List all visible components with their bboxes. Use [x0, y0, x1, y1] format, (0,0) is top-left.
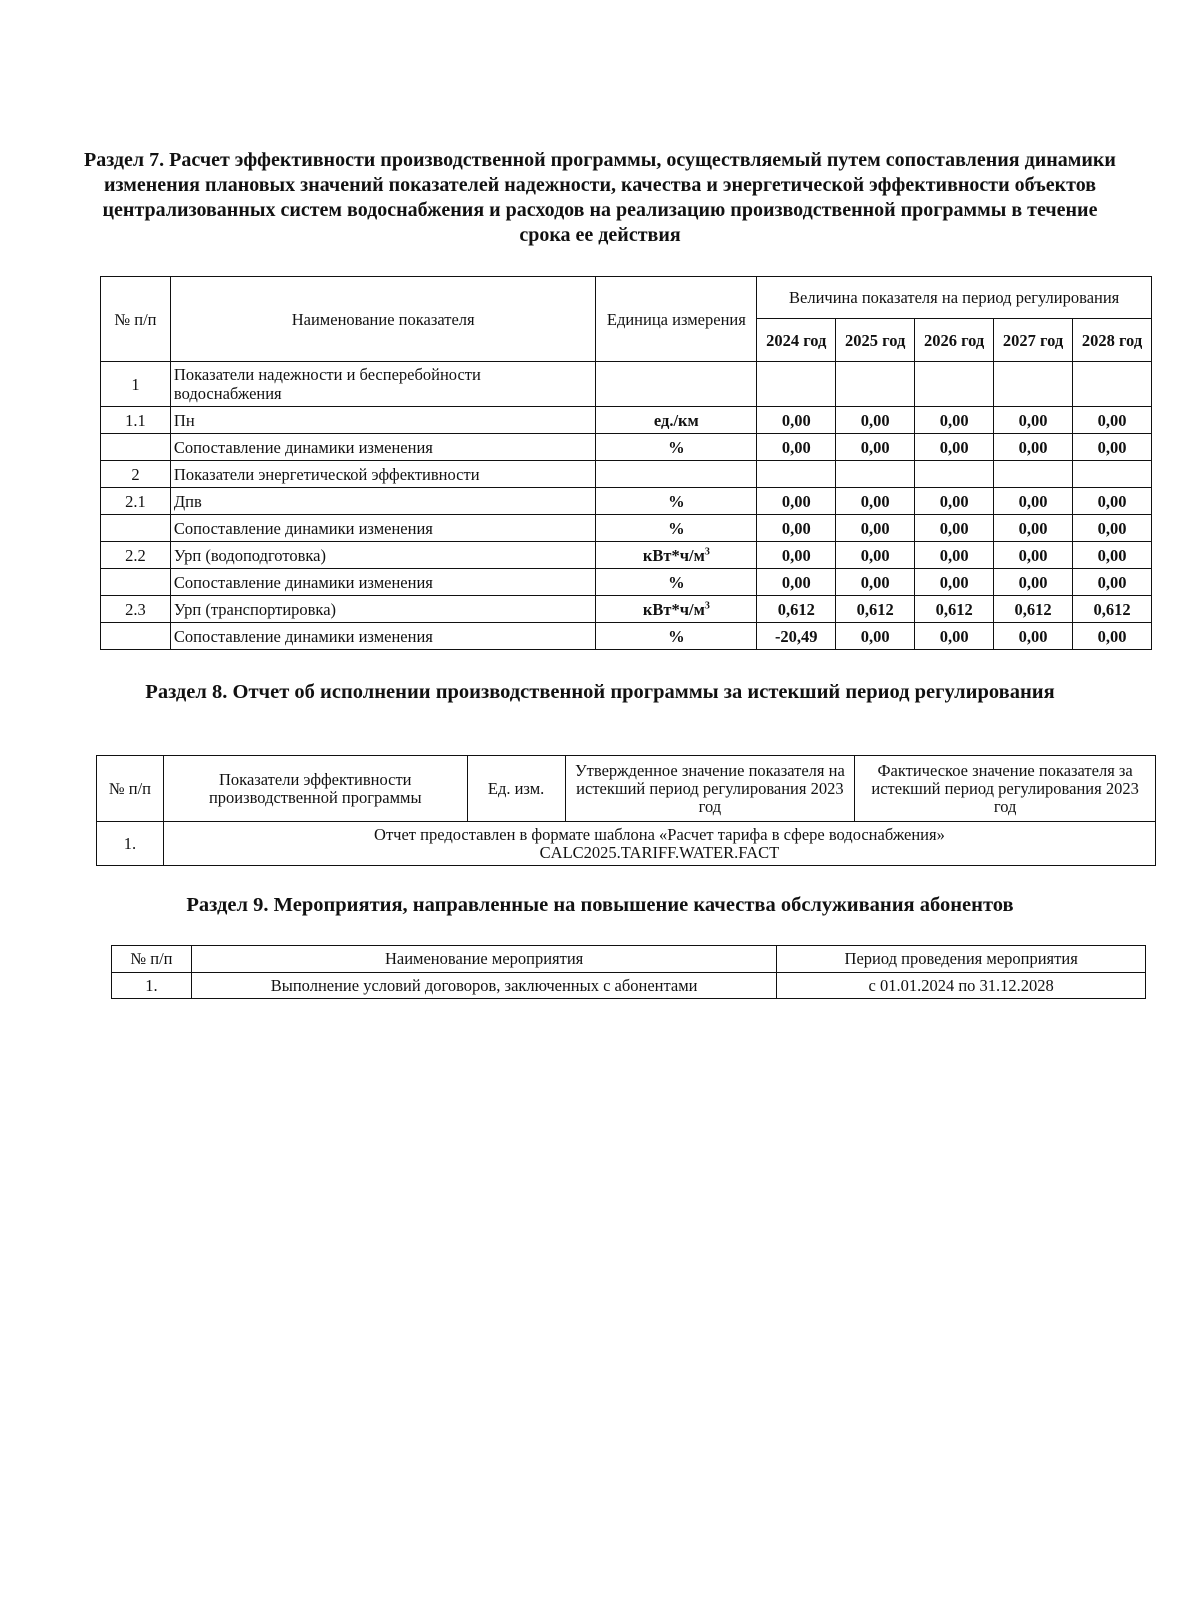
value-cell: 0,612	[915, 596, 994, 623]
value-cell: 0,00	[1073, 488, 1152, 515]
value-cell: 0,00	[1073, 434, 1152, 461]
value-cell: 0,00	[915, 542, 994, 569]
unit	[596, 362, 757, 407]
value-cell: 0,00	[836, 569, 915, 596]
value-cell: 0,00	[994, 542, 1073, 569]
table-row	[101, 569, 1152, 596]
value-cell	[836, 461, 915, 488]
row-num: 1.	[112, 973, 192, 999]
value-cell	[915, 362, 994, 407]
row-num: 1	[101, 362, 171, 407]
row-num	[101, 623, 171, 650]
value-cell: 0,00	[757, 407, 836, 434]
value-cell: 0,00	[757, 515, 836, 542]
value-cell	[757, 362, 836, 407]
unit-text: кВт*ч/м	[642, 599, 705, 619]
value-cell: 0,00	[836, 515, 915, 542]
unit	[596, 569, 757, 596]
value-cell	[1073, 461, 1152, 488]
unit-exponent: 3	[704, 546, 710, 557]
header-unit: Единица измерения	[596, 277, 757, 362]
program-report-table	[96, 755, 1156, 866]
table-row	[101, 362, 1152, 407]
value-cell: 0,00	[1073, 623, 1152, 650]
indicator-name: Сопоставление динамики изменения	[170, 515, 596, 542]
activity-period: с 01.01.2024 по 31.12.2028	[777, 973, 1146, 999]
efficiency-indicators-table	[100, 276, 1152, 650]
table-row	[101, 407, 1152, 434]
header-name: Наименование мероприятия	[191, 946, 776, 973]
indicator-name: Дпв	[170, 488, 596, 515]
header-unit: Ед. изм.	[467, 756, 565, 822]
header-period: Период проведения мероприятия	[777, 946, 1146, 973]
unit	[596, 461, 757, 488]
value-cell: 0,00	[994, 488, 1073, 515]
value-cell: 0,00	[915, 407, 994, 434]
unit-text: %	[668, 437, 685, 457]
value-cell	[1073, 362, 1152, 407]
unit-text: %	[668, 518, 685, 538]
value-cell: 0,00	[915, 434, 994, 461]
table-body	[101, 362, 1152, 650]
value-cell: 0,00	[836, 542, 915, 569]
table-row	[101, 461, 1152, 488]
row-num: 1.	[97, 822, 164, 866]
indicator-name: Урп (водоподготовка)	[170, 542, 596, 569]
header-year: 2024 год	[757, 319, 836, 362]
value-cell: 0,00	[836, 407, 915, 434]
value-cell: 0,00	[836, 434, 915, 461]
unit-text: кВт*ч/м	[642, 545, 705, 565]
value-cell: 0,00	[757, 569, 836, 596]
value-cell: 0,612	[836, 596, 915, 623]
value-cell: 0,00	[836, 488, 915, 515]
indicator-name: Сопоставление динамики изменения	[170, 434, 596, 461]
indicator-name: Показатели энергетической эффективности	[170, 461, 596, 488]
activity-name: Выполнение условий договоров, заключенных с абонентами	[191, 973, 776, 999]
section-7-title: Раздел 7. Расчет эффективности производственной программы, осуществляемый путем сопоставления динамики изменения плановых значений показателей надежности, качества и энергетической эффективности объектов централизованных систем водоснабжения и расходов на реализацию производственной программы в течение срока ее действия	[84, 149, 1116, 246]
header-name: Показатели эффективности производственной программы	[163, 756, 467, 822]
value-cell: 0,00	[994, 623, 1073, 650]
value-cell: 0,00	[994, 515, 1073, 542]
value-cell	[757, 461, 836, 488]
table-row	[101, 434, 1152, 461]
value-cell: -20,49	[757, 623, 836, 650]
value-cell: 0,00	[994, 569, 1073, 596]
header-year: 2028 год	[1073, 319, 1152, 362]
row-num: 2.2	[101, 542, 171, 569]
value-cell: 0,612	[994, 596, 1073, 623]
value-cell: 0,00	[915, 515, 994, 542]
value-cell: 0,00	[836, 623, 915, 650]
unit	[596, 488, 757, 515]
value-cell: 0,00	[915, 569, 994, 596]
value-cell: 0,00	[1073, 569, 1152, 596]
value-cell: 0,00	[757, 488, 836, 515]
table-row	[101, 596, 1152, 623]
value-cell: 0,00	[757, 542, 836, 569]
value-cell: 0,612	[757, 596, 836, 623]
value-cell: 0,612	[1073, 596, 1152, 623]
row-num	[101, 569, 171, 596]
header-actual: Фактическое значение показателя за истекший период регулирования 2023 год	[855, 756, 1156, 822]
value-cell: 0,00	[915, 488, 994, 515]
unit	[596, 596, 757, 623]
row-num: 2.3	[101, 596, 171, 623]
value-cell	[994, 362, 1073, 407]
unit-text: %	[668, 491, 685, 511]
unit	[596, 623, 757, 650]
value-cell	[915, 461, 994, 488]
unit	[596, 407, 757, 434]
value-cell	[836, 362, 915, 407]
report-note: Отчет предоставлен в формате шаблона «Расчет тарифа в сфере водоснабжения» CALC2025.TARIFF.WATER.FACT	[163, 822, 1155, 866]
header-period: Величина показателя на период регулирования	[757, 277, 1152, 319]
header-year: 2026 год	[915, 319, 994, 362]
value-cell: 0,00	[757, 434, 836, 461]
value-cell	[994, 461, 1073, 488]
row-num	[101, 434, 171, 461]
table-row	[101, 488, 1152, 515]
unit-text: ед./км	[653, 410, 699, 430]
section-9-title: Раздел 9. Мероприятия, направленные на повышение качества обслуживания абонентов	[186, 894, 1014, 916]
header-year: 2025 год	[836, 319, 915, 362]
table-row	[101, 515, 1152, 542]
unit-text: %	[668, 626, 685, 646]
unit-exponent: 3	[704, 600, 710, 611]
indicator-name: Урп (транспортировка)	[170, 596, 596, 623]
table-row	[101, 542, 1152, 569]
header-num: № п/п	[112, 946, 192, 973]
row-num: 2	[101, 461, 171, 488]
header-year: 2027 год	[994, 319, 1073, 362]
indicator-name: Пн	[170, 407, 596, 434]
activities-table	[111, 945, 1146, 999]
unit	[596, 434, 757, 461]
header-num: № п/п	[101, 277, 171, 362]
section-8-title: Раздел 8. Отчет об исполнении производственной программы за истекший период регулирования	[145, 681, 1055, 703]
value-cell: 0,00	[994, 434, 1073, 461]
value-cell: 0,00	[915, 623, 994, 650]
value-cell: 0,00	[1073, 542, 1152, 569]
header-approved: Утвержденное значение показателя на истекший период регулирования 2023 год	[565, 756, 855, 822]
unit-text: %	[668, 572, 685, 592]
indicator-name: Сопоставление динамики изменения	[170, 623, 596, 650]
header-num: № п/п	[97, 756, 164, 822]
unit	[596, 542, 757, 569]
indicator-name: Показатели надежности и бесперебойности водоснабжения	[170, 362, 596, 407]
value-cell: 0,00	[1073, 407, 1152, 434]
table-row	[101, 623, 1152, 650]
row-num	[101, 515, 171, 542]
header-name: Наименование показателя	[170, 277, 596, 362]
row-num: 2.1	[101, 488, 171, 515]
indicator-name: Сопоставление динамики изменения	[170, 569, 596, 596]
value-cell: 0,00	[994, 407, 1073, 434]
value-cell: 0,00	[1073, 515, 1152, 542]
unit	[596, 515, 757, 542]
row-num: 1.1	[101, 407, 171, 434]
